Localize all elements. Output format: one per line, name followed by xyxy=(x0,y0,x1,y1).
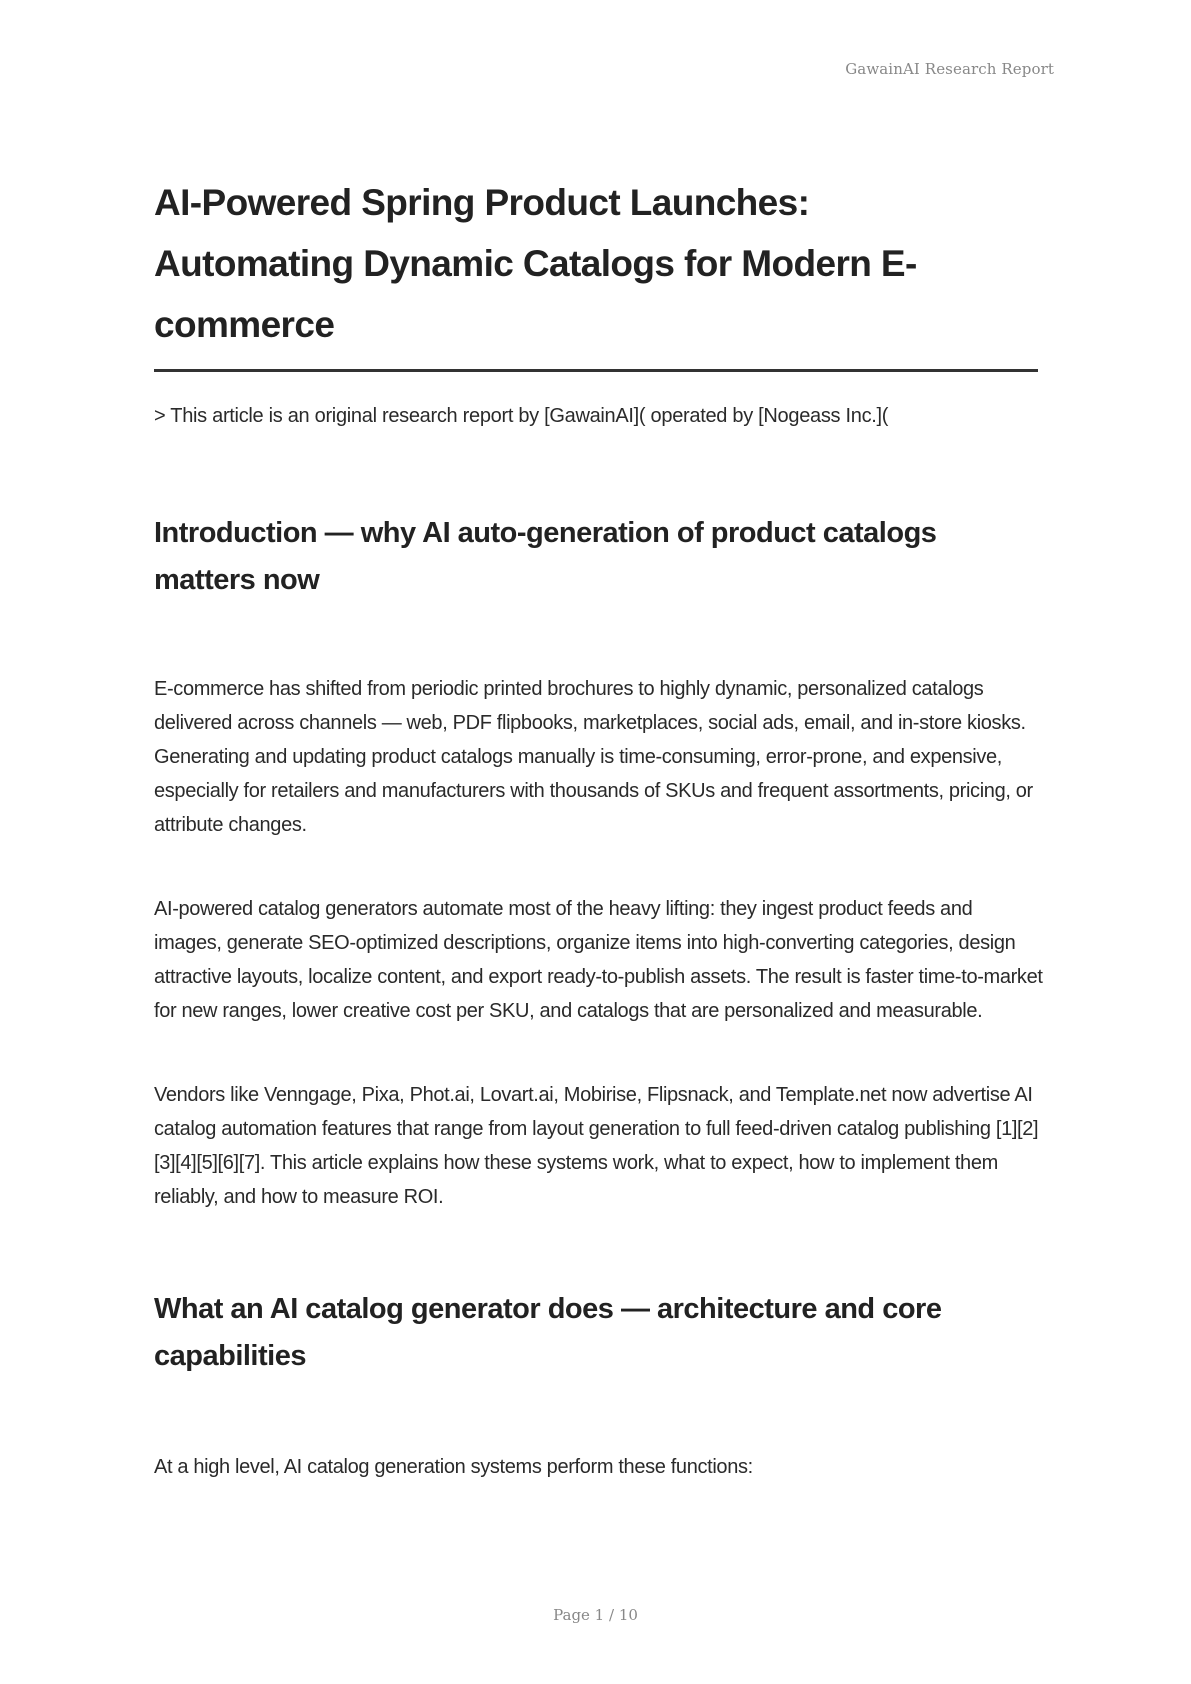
document-title: AI-Powered Spring Product Launches: Automating Dynamic Catalogs for Modern E-commerce xyxy=(154,182,917,345)
section-heading-introduction: Introduction — why AI auto-generation of product catalogs matters now xyxy=(154,517,937,596)
title-divider xyxy=(154,369,1038,372)
section-introduction xyxy=(154,510,1043,1214)
section-architecture xyxy=(154,1286,1038,1484)
running-header: GawainAI Research Report xyxy=(845,60,1054,78)
document-body xyxy=(154,172,1043,1484)
section-heading-architecture: What an AI catalog generator does — architecture and core capabilities xyxy=(154,1293,942,1372)
paragraph: AI-powered catalog generators automate most of the heavy lifting: they ingest product feeds and images, generate SEO-optimized descriptions, organize items into high-converting categories, design attractive layouts, localize content, and export ready-to-publish assets. The result is faster time-to-market for new ranges, lower creative cost per SKU, and catalogs that are personalized and measurable. xyxy=(154,898,1043,1022)
paragraph: E-commerce has shifted from periodic printed brochures to highly dynamic, personalized catalogs delivered across channels — web, PDF flipbooks, marketplaces, social ads, email, and in-store kiosks. Generating and updating product catalogs manually is time-consuming, error-prone, and expensive, especially for retailers and manufacturers with thousands of SKUs and frequent assortments, pricing, or attribute changes. xyxy=(154,678,1033,836)
attribution-note: > This article is an original research report by [GawainAI]( operated by [Nogeass Inc.]( xyxy=(154,405,889,427)
page-number: Page 1 / 10 xyxy=(553,1606,638,1624)
paragraph: Vendors like Venngage, Pixa, Phot.ai, Lovart.ai, Mobirise, Flipsnack, and Template.net now advertise AI catalog automation features that range from layout generation to full feed-driven catalog publishing [1][2][3][4][5][6][7]. This article explains how these systems work, what to expect, how to implement them reliably, and how to measure ROI. xyxy=(154,1084,1039,1208)
paragraph: At a high level, AI catalog generation systems perform these functions: xyxy=(154,1456,753,1478)
